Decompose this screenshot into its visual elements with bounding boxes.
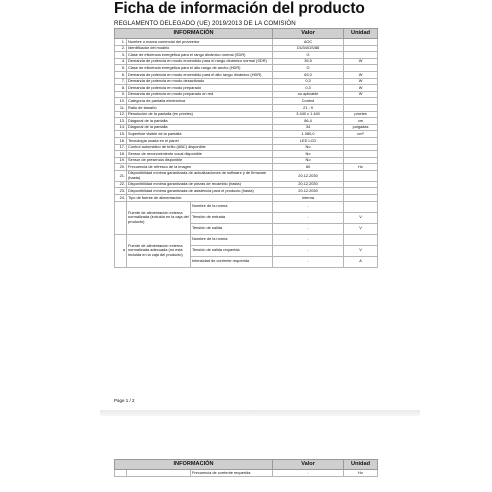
sub-label: Nombre de la norma <box>191 234 273 245</box>
regulation-subtitle: REGLAMENTO DELEGADO (UE) 2019/2013 DE LA COMISIÓN <box>114 20 296 27</box>
table-row <box>115 124 378 131</box>
row-value: No <box>273 151 344 158</box>
row-number: 10. <box>115 98 127 105</box>
row-label: Diagonal de la pantalla <box>127 118 273 125</box>
row-unit <box>344 39 378 46</box>
table-header-row <box>115 460 378 470</box>
row-unit: cm² <box>344 131 378 138</box>
table-row <box>115 104 378 111</box>
row-number: 9. <box>115 91 127 98</box>
row-number: 12. <box>115 111 127 118</box>
row-value: AOC <box>273 39 344 46</box>
sub-label: Tensión de salida <box>191 223 273 234</box>
row-value: 20.12.2030 <box>273 170 344 181</box>
row-unit <box>344 195 378 202</box>
row-unit <box>344 144 378 151</box>
row-unit <box>344 137 378 144</box>
group-label: Fuente de alimentación externa normalizada adecuada (no está incluida en la caja del producto) <box>127 234 191 267</box>
row-value: 34 <box>273 124 344 131</box>
sub-label: Nombre de la norma <box>191 201 273 212</box>
row-value: 60 <box>273 164 344 171</box>
row-value: 63,0 <box>273 71 344 78</box>
table-row <box>115 201 378 212</box>
row-unit <box>344 104 378 111</box>
row-label: Demanda de potencia en modo encendido para el rango dinámico normal (SDR) <box>127 58 273 65</box>
row-unit: W <box>344 78 378 85</box>
row-unit <box>344 52 378 59</box>
table-row <box>115 85 378 92</box>
table-body <box>115 470 378 477</box>
sub-label: Tensión de salida requerida <box>191 245 273 256</box>
row-number: 11. <box>115 104 127 111</box>
table-row <box>115 118 378 125</box>
group-marker <box>115 201 127 234</box>
row-number: 19. <box>115 157 127 164</box>
row-number: 21. <box>115 170 127 181</box>
row-label: Tecnología usada en el panel <box>127 137 273 144</box>
sub-unit: V <box>344 212 378 223</box>
row-number: 24. <box>115 195 127 202</box>
row-number: 6. <box>115 71 127 78</box>
row-value: G <box>273 65 344 72</box>
header-unidad: Unidad <box>344 29 378 39</box>
sub-value: - <box>273 234 344 245</box>
header-informacion: INFORMACIÓN <box>115 29 273 39</box>
table-row <box>115 98 378 105</box>
row-unit <box>344 157 378 164</box>
sub-label: Intensidad de corriente requerida <box>191 256 273 267</box>
row-label: Tipo de fuente de alimentación: <box>127 195 273 202</box>
row-value: Control <box>273 98 344 105</box>
row-label: Categoría de pantalla electrónica <box>127 98 273 105</box>
row-blank <box>115 470 127 477</box>
table-row <box>115 39 378 46</box>
sub-unit: V <box>344 223 378 234</box>
row-label: Demanda de potencia en modo preparado en red <box>127 91 273 98</box>
row-value: 1 080,0 <box>273 131 344 138</box>
row-label: Demanda de potencia en modo encendido para el alto rango dinámico (HDR) <box>127 71 273 78</box>
row-unit: W <box>344 58 378 65</box>
row-number: 8. <box>115 85 127 92</box>
row-number: 17. <box>115 144 127 151</box>
row-unit: cm <box>344 118 378 125</box>
row-label: Demanda de potencia en modo preparado <box>127 85 273 92</box>
table-row <box>115 234 378 245</box>
row-value: DU3401S/88 <box>273 45 344 52</box>
sub-unit <box>344 201 378 212</box>
row-label: Disponibilidad mínima garantizada de asistencia para el producto (hasta) <box>127 188 273 195</box>
sub-value: - <box>273 223 344 234</box>
row-number: 22. <box>115 181 127 188</box>
row-label: Frecuencia de corriente requerida <box>191 470 273 477</box>
row-value: - <box>273 470 344 477</box>
group-marker: a <box>115 234 127 267</box>
row-number: 18. <box>115 151 127 158</box>
table-row <box>115 71 378 78</box>
row-value: 21 : 9 <box>273 104 344 111</box>
row-number: 2. <box>115 45 127 52</box>
row-value: No <box>273 157 344 164</box>
row-number: 20. <box>115 164 127 171</box>
row-unit <box>344 151 378 158</box>
sub-unit: A <box>344 256 378 267</box>
row-number: 5. <box>115 65 127 72</box>
table-row <box>115 181 378 188</box>
page-title: Ficha de información del producto <box>114 0 365 17</box>
header-unidad: Unidad <box>344 460 378 470</box>
row-number: 1. <box>115 39 127 46</box>
header-valor: Valor <box>273 460 344 470</box>
sub-value: - <box>273 256 344 267</box>
row-number: 3. <box>115 52 127 59</box>
table-row <box>115 65 378 72</box>
row-unit <box>344 65 378 72</box>
table-row <box>115 157 378 164</box>
row-number: 23. <box>115 188 127 195</box>
table-body <box>115 39 378 268</box>
table-row <box>115 78 378 85</box>
table-row <box>115 144 378 151</box>
page2-table-wrapper <box>114 459 377 477</box>
sub-value: - <box>273 245 344 256</box>
row-value: 0,3 <box>273 85 344 92</box>
table-header-row <box>115 29 378 39</box>
row-value: LED LCD <box>273 137 344 144</box>
row-label: Control automático de brillo (ABC) disponible <box>127 144 273 151</box>
row-unit <box>344 98 378 105</box>
row-label: Sensor de reconocimiento vocal disponible <box>127 151 273 158</box>
sub-unit <box>344 234 378 245</box>
row-unit <box>344 181 378 188</box>
row-unit: W <box>344 71 378 78</box>
row-number: 15. <box>115 131 127 138</box>
row-label: Sensor de presencia disponible <box>127 157 273 164</box>
row-unit: pulgadas <box>344 124 378 131</box>
table-row <box>115 91 378 98</box>
row-number: 7. <box>115 78 127 85</box>
header-valor: Valor <box>273 29 344 39</box>
row-label: Diagonal de la pantalla <box>127 124 273 131</box>
row-unit <box>344 170 378 181</box>
table-row <box>115 188 378 195</box>
sub-value: - <box>273 201 344 212</box>
header-informacion: INFORMACIÓN <box>115 460 273 470</box>
table-row <box>115 58 378 65</box>
row-value: 86,4 <box>273 118 344 125</box>
sub-unit: V <box>344 245 378 256</box>
table-row <box>115 131 378 138</box>
sub-value: - <box>273 212 344 223</box>
table-row <box>115 170 378 181</box>
product-info-table-wrapper <box>114 28 377 268</box>
row-unit: píxeles <box>344 111 378 118</box>
table-row <box>115 151 378 158</box>
row-unit <box>344 45 378 52</box>
product-info-table <box>114 28 378 268</box>
row-value: 20.12.2030 <box>273 188 344 195</box>
row-unit <box>344 188 378 195</box>
page-footer: Page 1 / 2 <box>114 398 135 403</box>
row-value: 0,3 <box>273 78 344 85</box>
row-label: Ratio de tamaño <box>127 104 273 111</box>
row-label: Clase de eficiencia energética para el rango dinámico normal (SDR) <box>127 52 273 59</box>
row-label: Superficie visible de la pantalla <box>127 131 273 138</box>
row-label: Frecuencia de refresco de la imagen <box>127 164 273 171</box>
page2-info-table <box>114 459 378 477</box>
row-value: 3 440 x 1 440 <box>273 111 344 118</box>
row-number: 14. <box>115 124 127 131</box>
table-row <box>115 195 378 202</box>
sub-label: Tensión de entrada <box>191 212 273 223</box>
row-value: G <box>273 52 344 59</box>
row-unit: Hz <box>344 470 378 477</box>
row-unit: Hz <box>344 164 378 171</box>
table-row <box>115 470 378 477</box>
row-value: Interna <box>273 195 344 202</box>
row-blank <box>127 470 191 477</box>
row-number: 16. <box>115 137 127 144</box>
row-value: 20.12.2030 <box>273 181 344 188</box>
row-label: Clase de eficiencia energética para el alto rango de ancho (HDR) <box>127 65 273 72</box>
row-label: Nombre o marca comercial del proveedor <box>127 39 273 46</box>
row-unit: W <box>344 91 378 98</box>
row-label: Demanda de potencia en modo desactivado <box>127 78 273 85</box>
table-row <box>115 111 378 118</box>
table-row <box>115 52 378 59</box>
row-value: no aplicable <box>273 91 344 98</box>
row-number: 13. <box>115 118 127 125</box>
table-row <box>115 164 378 171</box>
row-value: 39,5 <box>273 58 344 65</box>
row-label: Identificador del modelo <box>127 45 273 52</box>
row-label: Disponibilidad mínima garantizada de actualizaciones de software y de firmware (hasta) <box>127 170 273 181</box>
page-separator <box>100 410 420 416</box>
group-label: Fuente de alimentación externa normalizada (incluida en la caja del producto) <box>127 201 191 234</box>
row-unit: W <box>344 85 378 92</box>
table-row <box>115 137 378 144</box>
table-row <box>115 45 378 52</box>
row-value: No <box>273 144 344 151</box>
row-number: 4. <box>115 58 127 65</box>
row-label: Disponibilidad mínima garantizada de piezas de recambio (hasta) <box>127 181 273 188</box>
row-label: Resolución de la pantalla (en píxeles) <box>127 111 273 118</box>
